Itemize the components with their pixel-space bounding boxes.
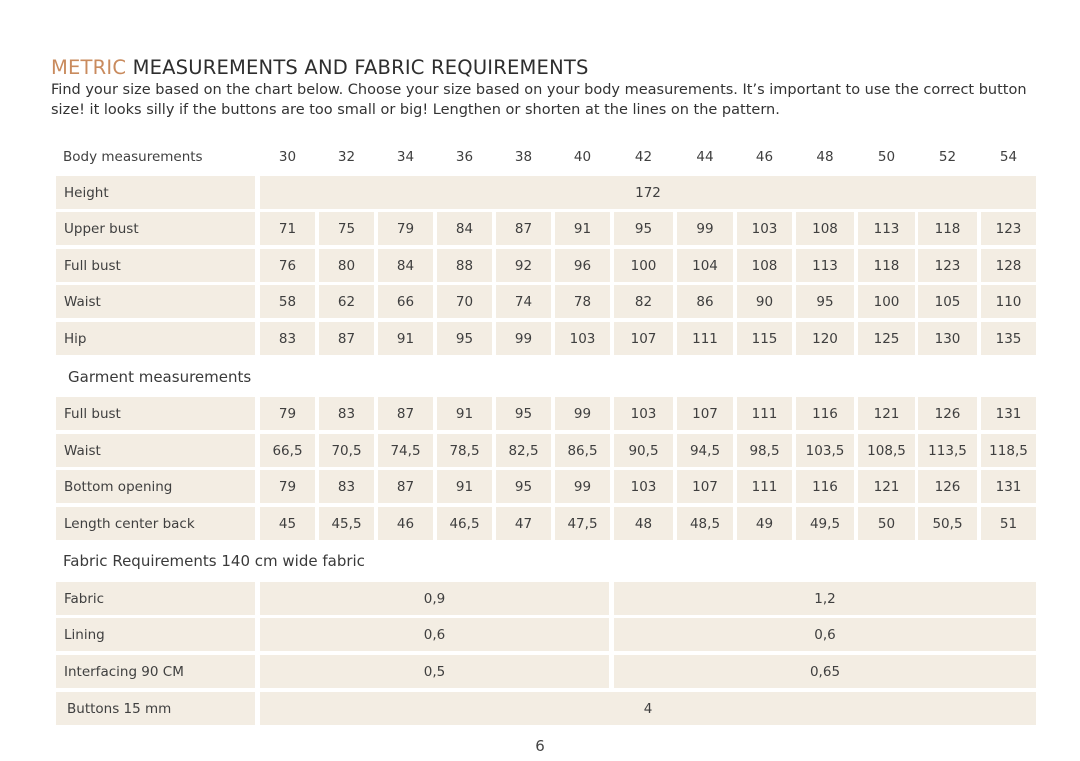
fabric-small-sizes-value: 0,6 (260, 618, 609, 651)
table-cell: 90,5 (614, 434, 673, 467)
table-cell: 49,5 (796, 507, 854, 540)
table-cell: 128 (981, 249, 1036, 282)
fabric-small-sizes-value: 0,9 (260, 582, 609, 615)
table-cell: 91 (437, 397, 492, 430)
table-cell: 66,5 (260, 434, 315, 467)
table-cell: 100 (858, 285, 915, 318)
table-cell: 46 (378, 507, 433, 540)
size-header-50: 50 (877, 149, 896, 165)
table-cell: 107 (677, 470, 733, 503)
row-label: Buttons 15 mm (56, 692, 255, 725)
row-label: Height (56, 176, 255, 209)
row-label: Length center back (56, 507, 255, 540)
table-cell: 100 (614, 249, 673, 282)
table-cell: 75 (319, 212, 374, 245)
table-cell: 50,5 (918, 507, 977, 540)
table-cell: 107 (677, 397, 733, 430)
table-cell: 84 (437, 212, 492, 245)
row-label: Full bust (56, 397, 255, 430)
row-label: Waist (56, 285, 255, 318)
table-cell: 107 (614, 322, 673, 355)
size-header-32: 32 (337, 149, 356, 165)
table-cell: 79 (378, 212, 433, 245)
table-cell: 125 (858, 322, 915, 355)
table-cell: 120 (796, 322, 854, 355)
table-cell: 86 (677, 285, 733, 318)
title-rest: MEASUREMENTS AND FABRIC REQUIREMENTS (126, 56, 589, 79)
table-cell: 111 (737, 397, 792, 430)
table-cell: 116 (796, 470, 854, 503)
table-cell: 108,5 (858, 434, 915, 467)
table-cell: 74 (496, 285, 551, 318)
size-header-36: 36 (455, 149, 474, 165)
table-cell: 99 (555, 397, 610, 430)
table-cell: 45 (260, 507, 315, 540)
table-cell: 103 (614, 397, 673, 430)
table-cell: 66 (378, 285, 433, 318)
table-cell: 78,5 (437, 434, 492, 467)
table-cell: 78 (555, 285, 610, 318)
table-cell: 99 (496, 322, 551, 355)
fabric-large-sizes-value: 0,65 (614, 655, 1036, 688)
table-cell: 104 (677, 249, 733, 282)
table-cell: 79 (260, 470, 315, 503)
table-cell: 108 (796, 212, 854, 245)
table-cell: 91 (555, 212, 610, 245)
table-cell: 116 (796, 397, 854, 430)
table-cell: 94,5 (677, 434, 733, 467)
table-cell: 98,5 (737, 434, 792, 467)
table-cell: 84 (378, 249, 433, 282)
row-label: Waist (56, 434, 255, 467)
size-header-54: 54 (999, 149, 1018, 165)
table-cell: 58 (260, 285, 315, 318)
table-cell: 96 (555, 249, 610, 282)
page-number: 6 (535, 737, 545, 755)
table-cell: 105 (918, 285, 977, 318)
size-header-46: 46 (755, 149, 774, 165)
table-cell: 118,5 (981, 434, 1036, 467)
height-value: 172 (260, 176, 1036, 209)
table-cell: 82,5 (496, 434, 551, 467)
table-cell: 88 (437, 249, 492, 282)
table-cell: 46,5 (437, 507, 492, 540)
table-cell: 95 (614, 212, 673, 245)
fabric-requirements-header: Fabric Requirements 140 cm wide fabric (63, 552, 365, 570)
table-cell: 71 (260, 212, 315, 245)
table-cell: 90 (737, 285, 792, 318)
table-cell: 95 (437, 322, 492, 355)
table-cell: 62 (319, 285, 374, 318)
row-label: Full bust (56, 249, 255, 282)
size-header-40: 40 (573, 149, 592, 165)
table-cell: 113,5 (918, 434, 977, 467)
table-cell: 47 (496, 507, 551, 540)
table-cell: 48 (614, 507, 673, 540)
table-cell: 87 (319, 322, 374, 355)
table-cell: 123 (981, 212, 1036, 245)
table-cell: 103 (737, 212, 792, 245)
table-cell: 126 (918, 397, 977, 430)
table-cell: 91 (378, 322, 433, 355)
table-cell: 110 (981, 285, 1036, 318)
table-cell: 118 (858, 249, 915, 282)
size-header-38: 38 (514, 149, 533, 165)
table-cell: 47,5 (555, 507, 610, 540)
table-cell: 74,5 (378, 434, 433, 467)
table-cell: 51 (981, 507, 1036, 540)
body-measurements-header: Body measurements (63, 149, 203, 165)
size-header-48: 48 (816, 149, 834, 165)
table-cell: 87 (378, 470, 433, 503)
title-accent: METRIC (51, 56, 127, 79)
size-header-34: 34 (396, 149, 415, 165)
table-cell: 76 (260, 249, 315, 282)
table-cell: 80 (319, 249, 374, 282)
row-label: Lining (56, 618, 255, 651)
table-cell: 87 (496, 212, 551, 245)
row-label: Hip (56, 322, 255, 355)
table-cell: 113 (858, 212, 915, 245)
table-cell: 108 (737, 249, 792, 282)
table-cell: 121 (858, 397, 915, 430)
size-header-44: 44 (696, 149, 714, 165)
size-header-52: 52 (938, 149, 957, 165)
table-cell: 70,5 (319, 434, 374, 467)
fabric-large-sizes-value: 1,2 (614, 582, 1036, 615)
table-cell: 95 (796, 285, 854, 318)
table-cell: 87 (378, 397, 433, 430)
table-cell: 121 (858, 470, 915, 503)
page-title (51, 56, 589, 79)
fabric-large-sizes-value: 0,6 (614, 618, 1036, 651)
table-cell: 49 (737, 507, 792, 540)
table-cell: 123 (918, 249, 977, 282)
table-cell: 82 (614, 285, 673, 318)
table-cell: 99 (555, 470, 610, 503)
size-header-30: 30 (278, 149, 297, 165)
garment-measurements-header: Garment measurements (68, 368, 252, 386)
row-label: Bottom opening (56, 470, 255, 503)
table-cell: 131 (981, 397, 1036, 430)
table-cell: 126 (918, 470, 977, 503)
table-cell: 95 (496, 470, 551, 503)
table-cell: 103 (614, 470, 673, 503)
intro-text: Find your size based on the chart below. Choose your size based on your body measurements. It’s important to use the correct button size! it looks silly if the buttons are too small or big! Lengthen or shorten at the lines on the pattern. (51, 82, 1027, 118)
table-cell: 83 (319, 470, 374, 503)
table-cell: 111 (737, 470, 792, 503)
table-cell: 91 (437, 470, 492, 503)
table-cell: 79 (260, 397, 315, 430)
table-cell: 83 (319, 397, 374, 430)
table-cell: 50 (858, 507, 915, 540)
table-cell: 135 (981, 322, 1036, 355)
table-cell: 115 (737, 322, 792, 355)
row-label: Fabric (56, 582, 255, 615)
row-label: Upper bust (56, 212, 255, 245)
table-cell: 118 (918, 212, 977, 245)
row-label: Interfacing 90 CM (56, 655, 255, 688)
buttons-value: 4 (260, 692, 1036, 725)
table-cell: 130 (918, 322, 977, 355)
size-header-42: 42 (634, 149, 653, 165)
table-cell: 48,5 (677, 507, 733, 540)
table-cell: 86,5 (555, 434, 610, 467)
table-cell: 70 (437, 285, 492, 318)
table-cell: 103 (555, 322, 610, 355)
table-cell: 99 (677, 212, 733, 245)
table-cell: 92 (496, 249, 551, 282)
table-cell: 131 (981, 470, 1036, 503)
table-cell: 95 (496, 397, 551, 430)
table-cell: 113 (796, 249, 854, 282)
table-cell: 83 (260, 322, 315, 355)
fabric-small-sizes-value: 0,5 (260, 655, 609, 688)
table-cell: 45,5 (319, 507, 374, 540)
table-cell: 111 (677, 322, 733, 355)
table-cell: 103,5 (796, 434, 854, 467)
